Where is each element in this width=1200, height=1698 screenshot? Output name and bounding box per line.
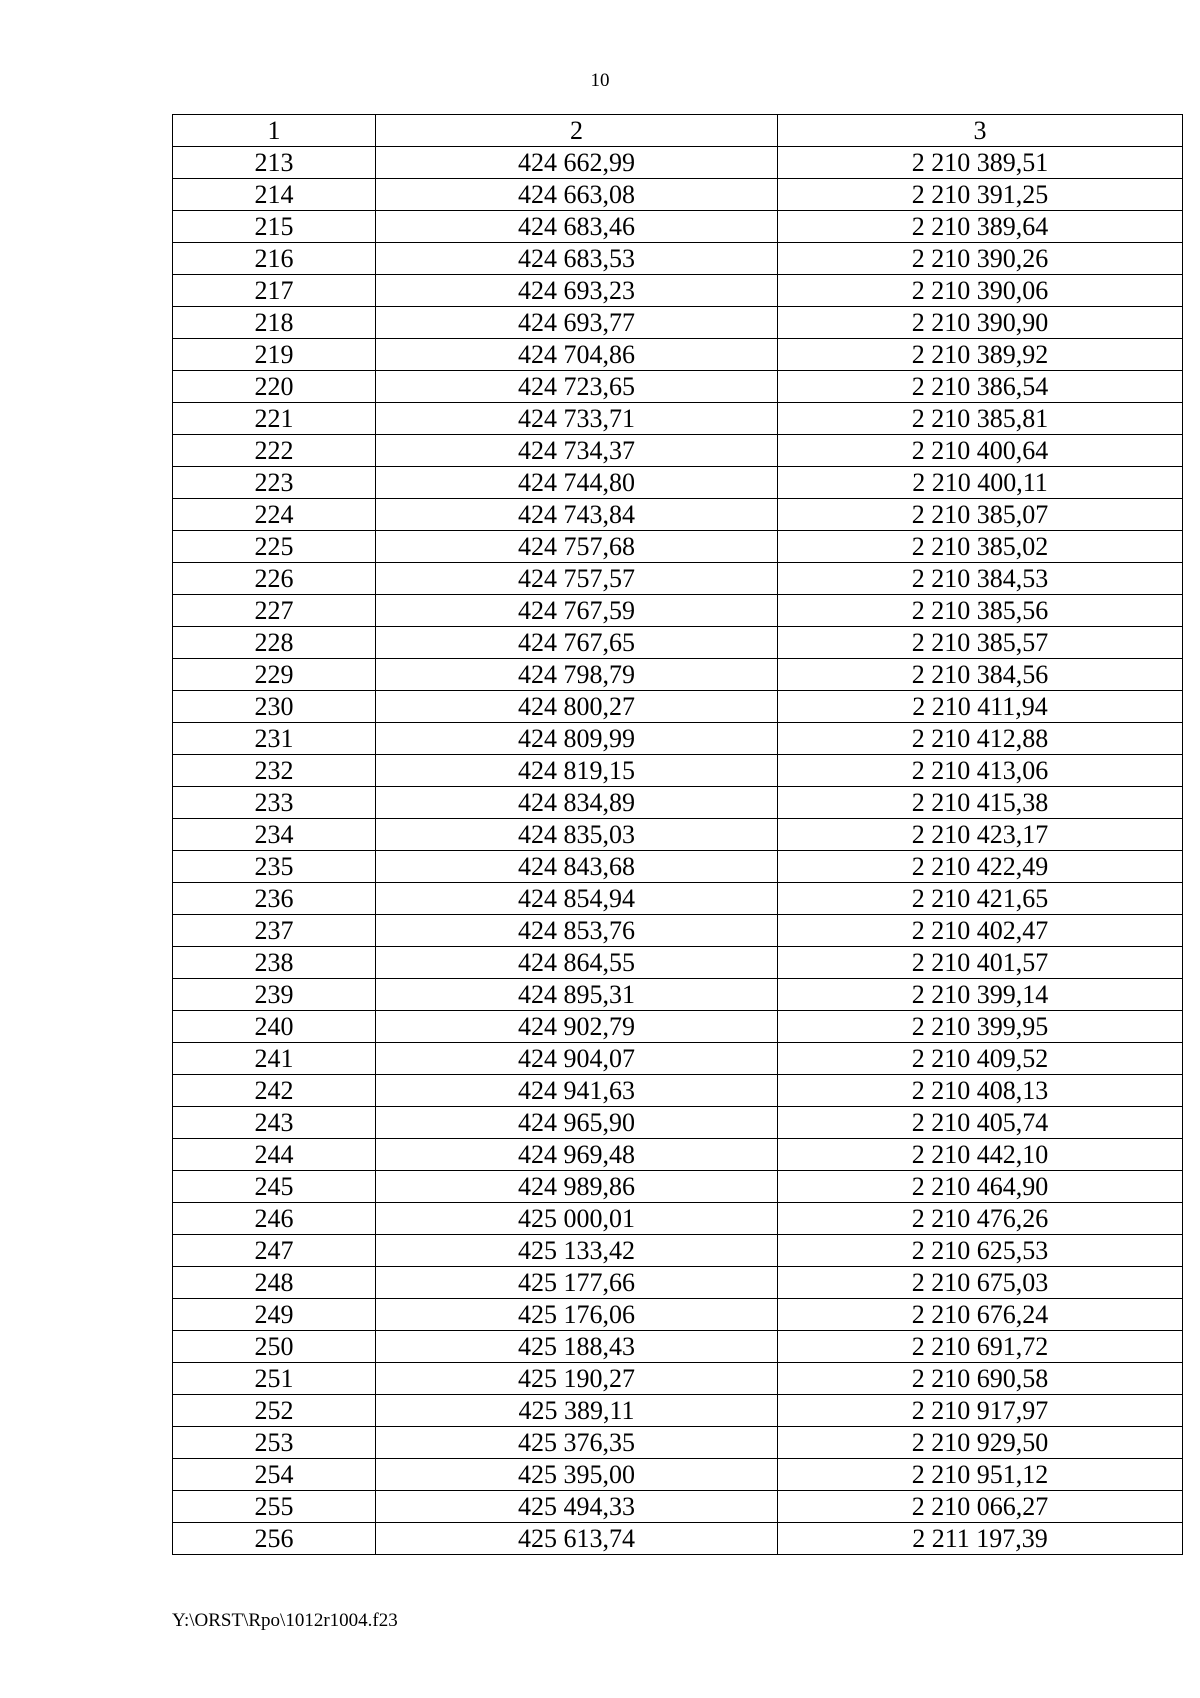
table-row xyxy=(173,1267,1183,1299)
table-row xyxy=(173,371,1183,403)
x-coordinate-cell: 424 809,99 xyxy=(376,723,778,755)
table-row xyxy=(173,467,1183,499)
point-number-cell: 223 xyxy=(173,467,376,499)
y-coordinate-cell: 2 210 401,57 xyxy=(778,947,1183,979)
point-number-cell: 248 xyxy=(173,1267,376,1299)
point-number-cell: 255 xyxy=(173,1491,376,1523)
point-number-cell: 253 xyxy=(173,1427,376,1459)
table-row xyxy=(173,595,1183,627)
column-header-1: 1 xyxy=(173,115,376,147)
y-coordinate-cell: 2 210 421,65 xyxy=(778,883,1183,915)
y-coordinate-cell: 2 210 917,97 xyxy=(778,1395,1183,1427)
x-coordinate-cell: 424 834,89 xyxy=(376,787,778,819)
y-coordinate-cell: 2 210 386,54 xyxy=(778,371,1183,403)
y-coordinate-cell: 2 210 385,02 xyxy=(778,531,1183,563)
table-row xyxy=(173,563,1183,595)
y-coordinate-cell: 2 210 384,56 xyxy=(778,659,1183,691)
table-row xyxy=(173,915,1183,947)
x-coordinate-cell: 424 800,27 xyxy=(376,691,778,723)
page-number: 10 xyxy=(590,70,610,91)
point-number-cell: 226 xyxy=(173,563,376,595)
y-coordinate-cell: 2 210 400,11 xyxy=(778,467,1183,499)
y-coordinate-cell: 2 210 476,26 xyxy=(778,1203,1183,1235)
y-coordinate-cell: 2 210 384,53 xyxy=(778,563,1183,595)
table-row xyxy=(173,1011,1183,1043)
point-number-cell: 238 xyxy=(173,947,376,979)
table-row xyxy=(173,947,1183,979)
point-number-cell: 234 xyxy=(173,819,376,851)
point-number-cell: 241 xyxy=(173,1043,376,1075)
x-coordinate-cell: 424 743,84 xyxy=(376,499,778,531)
x-coordinate-cell: 424 723,65 xyxy=(376,371,778,403)
file-path-footer: Y:\ORST\Rpo\1012r1004.f23 xyxy=(172,1610,398,1631)
point-number-cell: 249 xyxy=(173,1299,376,1331)
x-coordinate-cell: 425 389,11 xyxy=(376,1395,778,1427)
table-row xyxy=(173,691,1183,723)
y-coordinate-cell: 2 210 415,38 xyxy=(778,787,1183,819)
y-coordinate-cell: 2 210 422,49 xyxy=(778,851,1183,883)
table-row xyxy=(173,531,1183,563)
column-header-3: 3 xyxy=(778,115,1183,147)
point-number-cell: 215 xyxy=(173,211,376,243)
x-coordinate-cell: 424 693,77 xyxy=(376,307,778,339)
column-header-2: 2 xyxy=(376,115,778,147)
table-row xyxy=(173,1203,1183,1235)
x-coordinate-cell: 424 941,63 xyxy=(376,1075,778,1107)
point-number-cell: 218 xyxy=(173,307,376,339)
y-coordinate-cell: 2 210 400,64 xyxy=(778,435,1183,467)
y-coordinate-cell: 2 210 442,10 xyxy=(778,1139,1183,1171)
y-coordinate-cell: 2 210 411,94 xyxy=(778,691,1183,723)
table-row xyxy=(173,1395,1183,1427)
y-coordinate-cell: 2 210 690,58 xyxy=(778,1363,1183,1395)
y-coordinate-cell: 2 210 385,57 xyxy=(778,627,1183,659)
x-coordinate-cell: 425 613,74 xyxy=(376,1523,778,1555)
table-row xyxy=(173,819,1183,851)
table-row xyxy=(173,243,1183,275)
point-number-cell: 220 xyxy=(173,371,376,403)
y-coordinate-cell: 2 210 402,47 xyxy=(778,915,1183,947)
point-number-cell: 244 xyxy=(173,1139,376,1171)
point-number-cell: 251 xyxy=(173,1363,376,1395)
table-row xyxy=(173,1171,1183,1203)
x-coordinate-cell: 425 177,66 xyxy=(376,1267,778,1299)
table-row xyxy=(173,755,1183,787)
x-coordinate-cell: 424 843,68 xyxy=(376,851,778,883)
point-number-cell: 256 xyxy=(173,1523,376,1555)
x-coordinate-cell: 425 000,01 xyxy=(376,1203,778,1235)
table-row xyxy=(173,211,1183,243)
y-coordinate-cell: 2 210 675,03 xyxy=(778,1267,1183,1299)
point-number-cell: 246 xyxy=(173,1203,376,1235)
y-coordinate-cell: 2 210 929,50 xyxy=(778,1427,1183,1459)
table-row xyxy=(173,979,1183,1011)
table-row xyxy=(173,659,1183,691)
table-row xyxy=(173,1235,1183,1267)
point-number-cell: 232 xyxy=(173,755,376,787)
point-number-cell: 228 xyxy=(173,627,376,659)
y-coordinate-cell: 2 211 197,39 xyxy=(778,1523,1183,1555)
x-coordinate-cell: 424 895,31 xyxy=(376,979,778,1011)
y-coordinate-cell: 2 210 399,14 xyxy=(778,979,1183,1011)
x-coordinate-cell: 424 798,79 xyxy=(376,659,778,691)
y-coordinate-cell: 2 210 464,90 xyxy=(778,1171,1183,1203)
x-coordinate-cell: 424 683,46 xyxy=(376,211,778,243)
y-coordinate-cell: 2 210 391,25 xyxy=(778,179,1183,211)
point-number-cell: 227 xyxy=(173,595,376,627)
x-coordinate-cell: 424 733,71 xyxy=(376,403,778,435)
point-number-cell: 230 xyxy=(173,691,376,723)
table-row xyxy=(173,1299,1183,1331)
x-coordinate-cell: 424 662,99 xyxy=(376,147,778,179)
point-number-cell: 222 xyxy=(173,435,376,467)
point-number-cell: 254 xyxy=(173,1459,376,1491)
y-coordinate-cell: 2 210 390,06 xyxy=(778,275,1183,307)
table-row xyxy=(173,275,1183,307)
x-coordinate-cell: 424 693,23 xyxy=(376,275,778,307)
x-coordinate-cell: 425 190,27 xyxy=(376,1363,778,1395)
y-coordinate-cell: 2 210 390,90 xyxy=(778,307,1183,339)
x-coordinate-cell: 424 704,86 xyxy=(376,339,778,371)
x-coordinate-cell: 425 494,33 xyxy=(376,1491,778,1523)
table-row xyxy=(173,179,1183,211)
table-row xyxy=(173,723,1183,755)
x-coordinate-cell: 425 133,42 xyxy=(376,1235,778,1267)
table-row xyxy=(173,403,1183,435)
point-number-cell: 243 xyxy=(173,1107,376,1139)
x-coordinate-cell: 424 819,15 xyxy=(376,755,778,787)
table-row xyxy=(173,1459,1183,1491)
table-row xyxy=(173,1491,1183,1523)
point-number-cell: 242 xyxy=(173,1075,376,1107)
x-coordinate-cell: 424 757,68 xyxy=(376,531,778,563)
point-number-cell: 236 xyxy=(173,883,376,915)
x-coordinate-cell: 424 744,80 xyxy=(376,467,778,499)
table-row xyxy=(173,339,1183,371)
table-row xyxy=(173,1363,1183,1395)
x-coordinate-cell: 425 395,00 xyxy=(376,1459,778,1491)
table-row xyxy=(173,435,1183,467)
x-coordinate-cell: 424 965,90 xyxy=(376,1107,778,1139)
table-row xyxy=(173,499,1183,531)
x-coordinate-cell: 424 864,55 xyxy=(376,947,778,979)
point-number-cell: 233 xyxy=(173,787,376,819)
x-coordinate-cell: 424 663,08 xyxy=(376,179,778,211)
table-body xyxy=(173,147,1183,1555)
point-number-cell: 214 xyxy=(173,179,376,211)
point-number-cell: 250 xyxy=(173,1331,376,1363)
x-coordinate-cell: 425 376,35 xyxy=(376,1427,778,1459)
y-coordinate-cell: 2 210 390,26 xyxy=(778,243,1183,275)
x-coordinate-cell: 424 734,37 xyxy=(376,435,778,467)
point-number-cell: 237 xyxy=(173,915,376,947)
table-row xyxy=(173,147,1183,179)
table-row xyxy=(173,1427,1183,1459)
point-number-cell: 224 xyxy=(173,499,376,531)
y-coordinate-cell: 2 210 385,07 xyxy=(778,499,1183,531)
y-coordinate-cell: 2 210 412,88 xyxy=(778,723,1183,755)
x-coordinate-cell: 424 854,94 xyxy=(376,883,778,915)
point-number-cell: 213 xyxy=(173,147,376,179)
y-coordinate-cell: 2 210 423,17 xyxy=(778,819,1183,851)
point-number-cell: 252 xyxy=(173,1395,376,1427)
x-coordinate-cell: 425 188,43 xyxy=(376,1331,778,1363)
point-number-cell: 216 xyxy=(173,243,376,275)
y-coordinate-cell: 2 210 389,64 xyxy=(778,211,1183,243)
point-number-cell: 247 xyxy=(173,1235,376,1267)
table-row xyxy=(173,1331,1183,1363)
table-row xyxy=(173,1043,1183,1075)
table-row xyxy=(173,883,1183,915)
y-coordinate-cell: 2 210 408,13 xyxy=(778,1075,1183,1107)
table-row xyxy=(173,1107,1183,1139)
table-row xyxy=(173,787,1183,819)
x-coordinate-cell: 424 683,53 xyxy=(376,243,778,275)
x-coordinate-cell: 424 757,57 xyxy=(376,563,778,595)
x-coordinate-cell: 424 902,79 xyxy=(376,1011,778,1043)
y-coordinate-cell: 2 210 389,51 xyxy=(778,147,1183,179)
y-coordinate-cell: 2 210 399,95 xyxy=(778,1011,1183,1043)
y-coordinate-cell: 2 210 385,81 xyxy=(778,403,1183,435)
table-row xyxy=(173,1523,1183,1555)
table-row xyxy=(173,851,1183,883)
x-coordinate-cell: 424 969,48 xyxy=(376,1139,778,1171)
y-coordinate-cell: 2 210 409,52 xyxy=(778,1043,1183,1075)
y-coordinate-cell: 2 210 413,06 xyxy=(778,755,1183,787)
point-number-cell: 239 xyxy=(173,979,376,1011)
y-coordinate-cell: 2 210 389,92 xyxy=(778,339,1183,371)
point-number-cell: 229 xyxy=(173,659,376,691)
y-coordinate-cell: 2 210 691,72 xyxy=(778,1331,1183,1363)
y-coordinate-cell: 2 210 405,74 xyxy=(778,1107,1183,1139)
x-coordinate-cell: 424 904,07 xyxy=(376,1043,778,1075)
y-coordinate-cell: 2 210 951,12 xyxy=(778,1459,1183,1491)
x-coordinate-cell: 424 853,76 xyxy=(376,915,778,947)
table-header-row xyxy=(173,115,1183,147)
y-coordinate-cell: 2 210 676,24 xyxy=(778,1299,1183,1331)
x-coordinate-cell: 424 989,86 xyxy=(376,1171,778,1203)
y-coordinate-cell: 2 210 625,53 xyxy=(778,1235,1183,1267)
point-number-cell: 240 xyxy=(173,1011,376,1043)
point-number-cell: 219 xyxy=(173,339,376,371)
point-number-cell: 221 xyxy=(173,403,376,435)
table-row xyxy=(173,307,1183,339)
x-coordinate-cell: 424 835,03 xyxy=(376,819,778,851)
point-number-cell: 231 xyxy=(173,723,376,755)
point-number-cell: 217 xyxy=(173,275,376,307)
table-row xyxy=(173,1075,1183,1107)
x-coordinate-cell: 424 767,65 xyxy=(376,627,778,659)
table-row xyxy=(173,627,1183,659)
point-number-cell: 225 xyxy=(173,531,376,563)
y-coordinate-cell: 2 210 385,56 xyxy=(778,595,1183,627)
y-coordinate-cell: 2 210 066,27 xyxy=(778,1491,1183,1523)
coordinates-table xyxy=(172,114,1183,1555)
point-number-cell: 235 xyxy=(173,851,376,883)
point-number-cell: 245 xyxy=(173,1171,376,1203)
table-row xyxy=(173,1139,1183,1171)
x-coordinate-cell: 425 176,06 xyxy=(376,1299,778,1331)
x-coordinate-cell: 424 767,59 xyxy=(376,595,778,627)
